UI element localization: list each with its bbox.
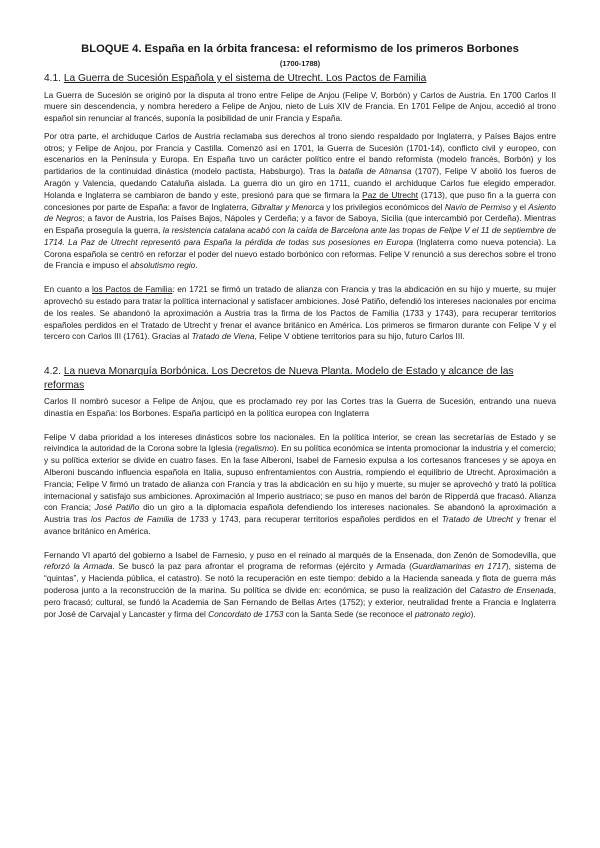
paragraph-family-pacts bbox=[44, 284, 556, 343]
section-number: 4.1. bbox=[44, 73, 61, 85]
paragraph-succession-war bbox=[44, 131, 556, 272]
underlined-term: los Pactos de Familia bbox=[91, 284, 173, 295]
italic-term: la resistencia catalana acabó con la caída de Barcelona ante las tropas de Felipe V el 11 de septiembre de 1714. La Paz de Utrecht representó para España la pérdida de todas sus posesiones en Europa bbox=[44, 225, 556, 247]
section-title: La nueva Monarquía Borbónica. Los Decretos de Nueva Planta. Modelo de Estado y alcance de las reformas bbox=[44, 366, 514, 391]
section-title: La Guerra de Sucesión Española y el sistema de Utrecht. Los Pactos de Familia bbox=[63, 73, 427, 85]
text-run: ), sistema de “quintas”, y Hacienda pública, el catastro). Se notó la recuperación en este tiempo: debido a la Hacienda saneada y flota de guerra más poderosa junto a la reconstrucción de la marina. Su política se divide en: económica, se puso la realización del bbox=[44, 561, 557, 595]
text-run: (1713), que puso fin a la guerra con concesiones por parte de España: a favor de Inglaterra, bbox=[44, 189, 556, 212]
paragraph-succession-origin: La Guerra de Sucesión se originó por la disputa al trono entre Felipe de Anjou (Felipe V, Borbón) y Carlos de Austria. En 1700 Carlos II muere sin descendencia, y nombra heredero a Felipe de Anjou, nieto de Luis XIV de Francia. En 1701 Felipe de Anjou, accedió al trono español sin renunciar al francés, suponía la posibilidad de unir Francia y España. bbox=[44, 89, 556, 124]
text-run: con la Santa Sede (se reconoce el bbox=[283, 608, 415, 619]
italic-term: los Pactos de Familia bbox=[90, 514, 174, 525]
document-title: BLOQUE 4. España en la órbita francesa: el reformismo de los primeros Borbones bbox=[81, 43, 519, 55]
text-run: Fernando VI apartó del gobierno a Isabel de Farnesio, y puso en el reinado al marqués de la Ensenada, don Zenón de Somodevilla, que bbox=[44, 549, 556, 560]
text-run: Felipe V daba prioridad a los intereses dinásticos sobre los nacionales. En la política interior, se crean las secretarías de Estado y se reivindica la autoridad de la Corona sobre la Iglesia ( bbox=[44, 431, 556, 454]
italic-term: Tratado de Viena bbox=[191, 331, 255, 342]
italic-term: Guardiamarinas en 1717 bbox=[411, 561, 506, 572]
text-run: ; a favor de Austria, los Países Bajos, Nápoles y Cerdeña; y a favor de Saboya, Sicilia (que intercambió por Cerdeña). Mientras en España proseguía la guerra, bbox=[44, 213, 556, 236]
italic-term: reforzó la Armada bbox=[44, 561, 113, 572]
text-run: ). En su política económica se intenta promocionar la industria y el comercio; y su política exterior se divide en cuatro fases. En la fase Alberoni, Isabel de Farnesio expulsa a los cortesanos franceses y se apoya en Alberoni buscando influencia española en Italia, supuso enfrentamientos con Austria, rompiendo el equilibrio de Utrecht. Aproximación a Francia; Felipe V firmó un tratado de alianza con Francia y tras la abdicación en su hijo y muerte, su mujer se aprovechó y trató la política internacional y satisfajo sus ambiciones. Aproximación al Imperio austriaco; se puso en manos del barón de Ripperdá que fracasó. Alianza con Francia; bbox=[44, 443, 556, 513]
text-run: dio un giro a la diplomacia española defendiendo los intereses nacionales. Se abandonó la aproximación a Austria tras bbox=[44, 502, 556, 525]
italic-term: Asiento de Negros bbox=[44, 201, 556, 224]
text-run: y frenar el avance británico en América. bbox=[44, 514, 557, 536]
text-run: y los privilegios económicos del bbox=[323, 201, 445, 212]
section-number: 4.2. bbox=[44, 366, 61, 378]
text-run: (Inglaterra como nueva potencia). La Corona española se centró en reforzar el poder del nuevo estado borbónico con reformas. Felipe V renunció a sus derechos sobre el trono de Francia e impuso el bbox=[44, 236, 556, 271]
section-heading-4-1 bbox=[44, 72, 556, 85]
paragraph-bourbon-dynasty: Carlos II nombró sucesor a Felipe de Anjou, que es proclamado rey por las Cortes tras la Guerra de Sucesión, entrando una nueva dinastía en España: los Borbones. España participó en la política europea con Inglaterra bbox=[44, 396, 556, 418]
text-run: , Felipe V obtiene territorios para su hijo, futuro Carlos III. bbox=[254, 331, 465, 342]
underlined-term: Paz de Utrecht bbox=[362, 189, 419, 200]
italic-term: Tratado de Utrecht bbox=[441, 514, 513, 525]
italic-term: Concordato de 1753 bbox=[208, 608, 284, 619]
italic-term: José Patiño bbox=[94, 502, 140, 513]
spacer bbox=[44, 349, 556, 363]
italic-term: Gibraltar y Menorca bbox=[251, 201, 324, 212]
text-run: . bbox=[195, 260, 198, 271]
paragraph-felipe-v-policy bbox=[44, 432, 556, 538]
section-heading-4-2 bbox=[44, 365, 556, 392]
text-run: ). bbox=[470, 608, 476, 619]
text-run: En cuanto a bbox=[44, 284, 92, 295]
text-run: de 1733 y 1743, para recuperar territorios españoles perdidos en el bbox=[173, 514, 442, 525]
italic-term: absolutismo regio bbox=[130, 260, 196, 271]
text-run: (1707), Felipe V abolió los fueros de Aragón y Valencia, quedando Cataluña aislada. La guerra dio un giro en 1711, cuando el archiduque Carlos fue elegido emperador. Holanda e Inglaterra se cambiaron de bando y este, presionó para que se firmara la bbox=[44, 166, 556, 200]
paragraph-fernando-vi bbox=[44, 550, 556, 621]
text-run: : en 1721 se firmó un tratado de alianza con Francia y tras la abdicación en su hijo y muerte, su mujer aprovechó su estado para tratar la política internacional y satisfacer ambiciones. José Patiño, defendió los intereses nacionales por encima de los reales. Se abandonó la aproximación a Austria tras la firma de los Pactos de Familia (1733 y 1743), para recuperar territorios españoles perdidos en el Tratado de Utrecht y frenar el avance británico en América. Los primeros se firmaron durante con Felipe V y el tercero con Carlos III (1761). Gracias al bbox=[44, 284, 556, 342]
italic-term: batalla de Almansa bbox=[338, 166, 412, 177]
italic-term: patronato regio bbox=[414, 608, 471, 619]
text-run: Por otra parte, el archiduque Carlos de Austria reclamaba sus derechos al trono siendo respaldado por Inglaterra, y Países Bajos entre otros; y Felipe de Anjou, por Francia y Castilla. Comenzó así en 1701, la Guerra de Sucesión (1701-14), conflicto civil y europeo, con escenarios en la Península y Europa. En España tuvo un carácter político entre el bando reformista (modelo francés, Borbón) y los partidarios de la continuidad dinástica (modelo pactista, Habsburgo). Tras la bbox=[44, 130, 556, 177]
italic-term: Catastro de Ensenada bbox=[469, 585, 554, 595]
document-subtitle: (1700-1788) bbox=[279, 58, 321, 68]
italic-term: Navío de Permiso bbox=[444, 201, 511, 212]
text-run: y el bbox=[510, 201, 529, 212]
text-run: . Se buscó la paz para afrontar el programa de reformas (ejército y Armada ( bbox=[112, 561, 412, 572]
text-run: , pero fracasó; cultural, se fundó la Academia de San Fernando de Bellas Artes (1752); y exterior, neutralidad frente a Francia e Inglaterra por José de Carvajal y Lancaster y firma del bbox=[44, 585, 556, 619]
italic-term: regalismo bbox=[237, 443, 274, 454]
